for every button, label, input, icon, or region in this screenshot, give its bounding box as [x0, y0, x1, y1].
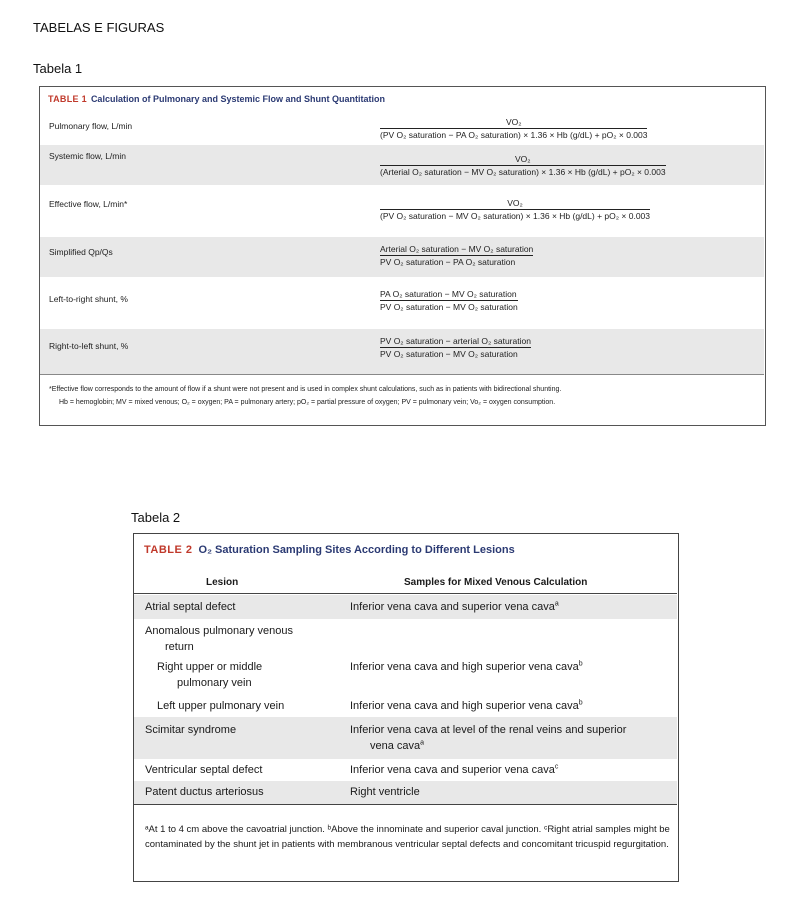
samples-cell [350, 722, 670, 754]
column-header-lesion: Lesion [206, 577, 239, 588]
footnote-marker: b [578, 699, 583, 707]
table2-caption: Tabela 2 [131, 510, 181, 525]
page-heading: TABELAS E FIGURAS [33, 20, 165, 35]
table1-caption: Tabela 1 [33, 61, 83, 76]
samples-text: Inferior vena cava and superior vena cava [350, 601, 555, 613]
formula-numerator: Arterial O₂ saturation − MV O₂ saturation [380, 244, 534, 254]
table1-row-pulmonary-flow [40, 113, 764, 145]
samples-cell [350, 659, 670, 675]
table2-header-row [134, 570, 677, 594]
samples-cell [350, 698, 670, 714]
table2-footer-divider [134, 804, 677, 805]
samples-text: Inferior vena cava at level of the renal veins and superior [350, 724, 627, 736]
lesion-cell [157, 659, 262, 691]
row-label: Left-to-right shunt, % [49, 294, 128, 304]
table-row [134, 717, 677, 759]
samples-text: Inferior vena cava and superior vena cava [350, 764, 555, 776]
lesion-text-continued: return [165, 641, 194, 653]
samples-text: Inferior vena cava and high superior vena cava [350, 661, 579, 673]
row-label: Effective flow, L/min* [49, 199, 128, 209]
table1-title-text: Calculation of Pulmonary and Systemic Flow and Shunt Quantitation [90, 94, 385, 104]
row-formula [380, 289, 518, 312]
row-label: Systemic flow, L/min [49, 151, 126, 161]
row-label: Simplified Qp/Qs [49, 247, 113, 257]
row-formula [380, 154, 666, 177]
table1-footnote-line1: *Effective flow corresponds to the amount of flow if a shunt were not present and is used in complex shunt calculations, such as in patients with bidirectional shunting. [49, 386, 562, 393]
row-formula [380, 117, 647, 140]
row-formula [380, 336, 531, 359]
table1 [39, 86, 766, 426]
lesion-text: Anomalous pulmonary venous [145, 625, 293, 637]
lesion-text-continued: pulmonary vein [177, 677, 252, 689]
table2-footnote: ᵃAt 1 to 4 cm above the cavoatrial junction. ᵇAbove the innominate and superior caval junction. ᶜRight atrial samples might be contaminated by the shunt jet in patients with membranous ventricular septal defects and concomitant tricuspid regurgitation. [145, 824, 670, 850]
table-row [134, 657, 677, 695]
table1-footer-divider [40, 374, 764, 375]
formula-denominator: PV O₂ saturation − MV O₂ saturation [380, 347, 531, 359]
table-row [134, 695, 677, 717]
formula-denominator: (PV O₂ saturation − PA O₂ saturation) × 1.36 × Hb (g/dL) + pO₂ × 0.003 [380, 130, 648, 140]
table1-row-effective-flow [40, 185, 764, 237]
samples-cell: Right ventricle [350, 786, 420, 798]
table2-title [144, 544, 515, 556]
table2 [133, 533, 679, 882]
table-row [134, 595, 677, 619]
table1-row-left-to-right-shunt [40, 277, 764, 329]
lesion-cell: Patent ductus arteriosus [145, 786, 264, 798]
formula-numerator: VO₂ [515, 154, 531, 164]
formula-denominator: (PV O₂ saturation − MV O₂ saturation) × 1.36 × Hb (g/dL) + pO₂ × 0.003 [380, 211, 650, 221]
footnote-marker: a [420, 739, 425, 747]
samples-text-continued [350, 738, 670, 754]
table1-footnote-line2: Hb = hemoglobin; MV = mixed venous; O₂ = oxygen; PA = pulmonary artery; pO₂ = partial pressure of oxygen; PV = pulmonary vein; Vo₂ = oxygen consumption. [59, 399, 556, 406]
formula-numerator: PA O₂ saturation − MV O₂ saturation [380, 289, 517, 299]
formula-numerator: PV O₂ saturation − arterial O₂ saturation [380, 336, 531, 346]
column-header-samples: Samples for Mixed Venous Calculation [404, 577, 588, 588]
samples-cell [350, 599, 670, 615]
lesion-cell: Ventricular septal defect [145, 764, 263, 776]
table1-tag: TABLE 1 [48, 94, 87, 104]
table1-row-right-to-left-shunt [40, 329, 764, 374]
samples-text: Inferior vena cava and high superior vena cava [350, 700, 579, 712]
footnote-marker: b [578, 660, 583, 668]
row-label: Pulmonary flow, L/min [49, 121, 133, 131]
table1-row-simplified-qp-qs [40, 237, 764, 277]
table2-tag: TABLE 2 [144, 544, 193, 556]
samples-text-continued-value: vena cava [370, 740, 421, 752]
samples-cell [350, 762, 670, 778]
lesion-cell [145, 623, 293, 655]
table2-title-text: O₂ Saturation Sampling Sites According to Different Lesions [198, 544, 515, 556]
row-label: Right-to-left shunt, % [49, 341, 129, 351]
table1-footnote [49, 383, 759, 409]
table1-title [48, 94, 385, 104]
table1-row-systemic-flow [40, 145, 764, 185]
footnote-marker: a [554, 600, 559, 608]
formula-numerator: VO₂ [505, 117, 522, 127]
lesion-cell: Atrial septal defect [145, 601, 236, 613]
lesion-text: Right upper or middle [157, 661, 263, 673]
formula-numerator: VO₂ [507, 198, 523, 208]
lesion-cell: Scimitar syndrome [145, 724, 237, 736]
row-formula [380, 198, 650, 221]
formula-denominator: PV O₂ saturation − PA O₂ saturation [380, 255, 533, 267]
table-row [134, 619, 677, 657]
formula-denominator: (Arterial O₂ saturation − MV O₂ saturation) × 1.36 × Hb (g/dL) + pO₂ × 0.003 [380, 167, 666, 177]
formula-denominator: PV O₂ saturation − MV O₂ saturation [380, 302, 518, 312]
table-row [134, 781, 677, 804]
row-formula [380, 244, 533, 267]
footnote-marker: c [554, 763, 559, 771]
lesion-cell: Left upper pulmonary vein [157, 700, 285, 712]
table-row [134, 759, 677, 781]
